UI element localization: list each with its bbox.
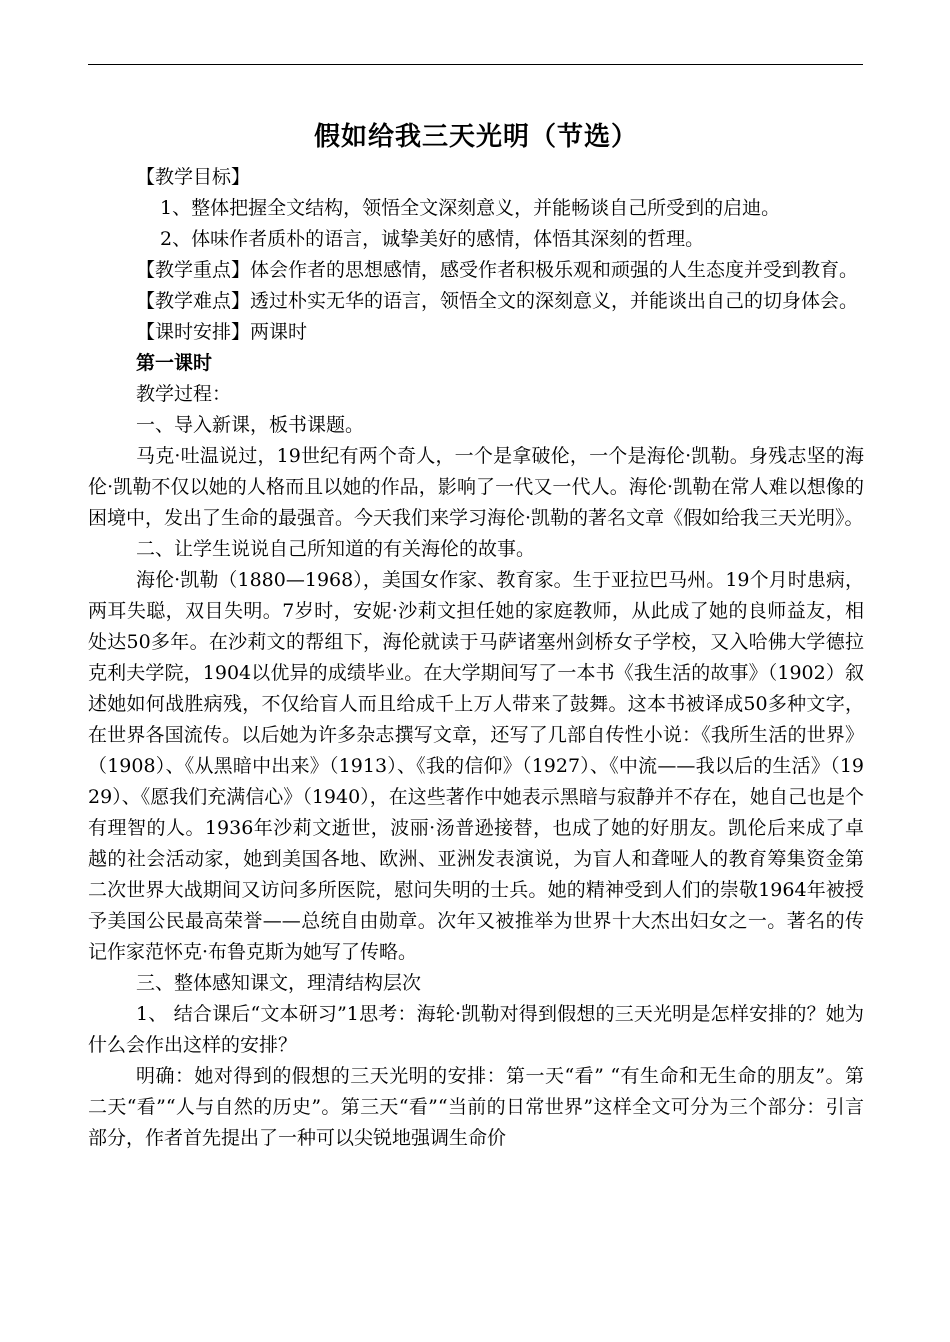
paragraph: 【教学难点】透过朴实无华的语言，领悟全文的深刻意义，并能谈出自己的切身体会。 xyxy=(136,290,859,312)
document-body xyxy=(88,162,864,1154)
paragraph: 1、 结合课后“文本研习”1思考：海轮·凯勒对得到假想的三天光明是怎样安排的？她为什么会作出这样的安排？ xyxy=(88,1003,864,1056)
paragraph: 1、整体把握全文结构，领悟全文深刻意义，并能畅谈自己所受到的启迪。 xyxy=(160,197,781,219)
paragraph: 明确：她对得到的假想的三天光明的安排：第一天“看” “有生命和无生命的朋友”。第二天“看”“人与自然的历史”。第三天“看”“当前的日常世界”这样全文可分为三个部分：引言部分，作者首先提出了一种可以尖锐地强调生命价 xyxy=(88,1065,864,1149)
paragraph: 2、体味作者质朴的语言，诚挚美好的感情，体悟其深刻的哲理。 xyxy=(160,228,705,250)
paragraph: 第一课时 xyxy=(136,352,213,374)
document-page xyxy=(88,112,864,1154)
paragraph: 马克·吐温说过，19世纪有两个奇人，一个是拿破伦，一个是海伦·凯勒。身残志坚的海伦·凯勒不仅以她的人格而且以她的作品，影响了一代又一代人。海伦·凯勒在常人难以想像的困境中，发出了生命的最强音。今天我们来学习海伦·凯勒的著名文章《假如给我三天光明》。 xyxy=(88,445,864,529)
paragraph: 【教学目标】 xyxy=(136,166,251,188)
paragraph: 三、整体感知课文，理清结构层次 xyxy=(136,972,422,994)
paragraph: 二、让学生说说自己所知道的有关海伦的故事。 xyxy=(136,538,536,560)
paragraph: 海伦·凯勒（1880—1968），美国女作家、教育家。生于亚拉巴马州。19个月时患病，两耳失聪，双目失明。7岁时，安妮·沙莉文担任她的家庭教师，从此成了她的良师益友，相处达50多年。在沙莉文的帮组下，海伦就读于马萨诸塞州剑桥女子学校，又入哈佛大学德拉克利夫学院，1904以优异的成绩毕业。在大学期间写了一本书《我生活的故事》（1902）叙述她如何战胜病残，不仅给盲人而且给成千上万人带来了鼓舞。这本书被译成50多种文字，在世界各国流传。以后她为许多杂志撰写文章，还写了几部自传性小说：《我所生活的世界》（1908）、《从黑暗中出来》（1913）、《我的信仰》（1927）、《中流——我以后的生活》（1929）、《愿我们充满信心》（1940），在这些著作中她表示黑暗与寂静并不存在，她自己也是个有理智的人。1936年沙莉文逝世，波丽·汤普逊接替，也成了她的好朋友。凯伦后来成了卓越的社会活动家，她到美国各地、欧洲、亚洲发表演说，为盲人和聋哑人的教育筹集资金第二次世界大战期间又访问多所医院，慰问失明的士兵。她的精神受到人们的崇敬1964年被授予美国公民最高荣誉——总统自由勋章。次年又被推举为世界十大杰出妇女之一。著名的传记作家范怀克·布鲁克斯为她写了传略。 xyxy=(88,569,864,963)
document-title: 假如给我三天光明（节选） xyxy=(313,122,638,152)
paragraph: 一、导入新课，板书课题。 xyxy=(136,414,365,436)
paragraph: 【教学重点】体会作者的思想感情，感受作者积极乐观和顽强的人生态度并受到教育。 xyxy=(136,259,859,281)
paragraph: 教学过程： xyxy=(136,383,232,405)
header-rule xyxy=(88,64,863,65)
paragraph: 【课时安排】两课时 xyxy=(136,321,308,343)
